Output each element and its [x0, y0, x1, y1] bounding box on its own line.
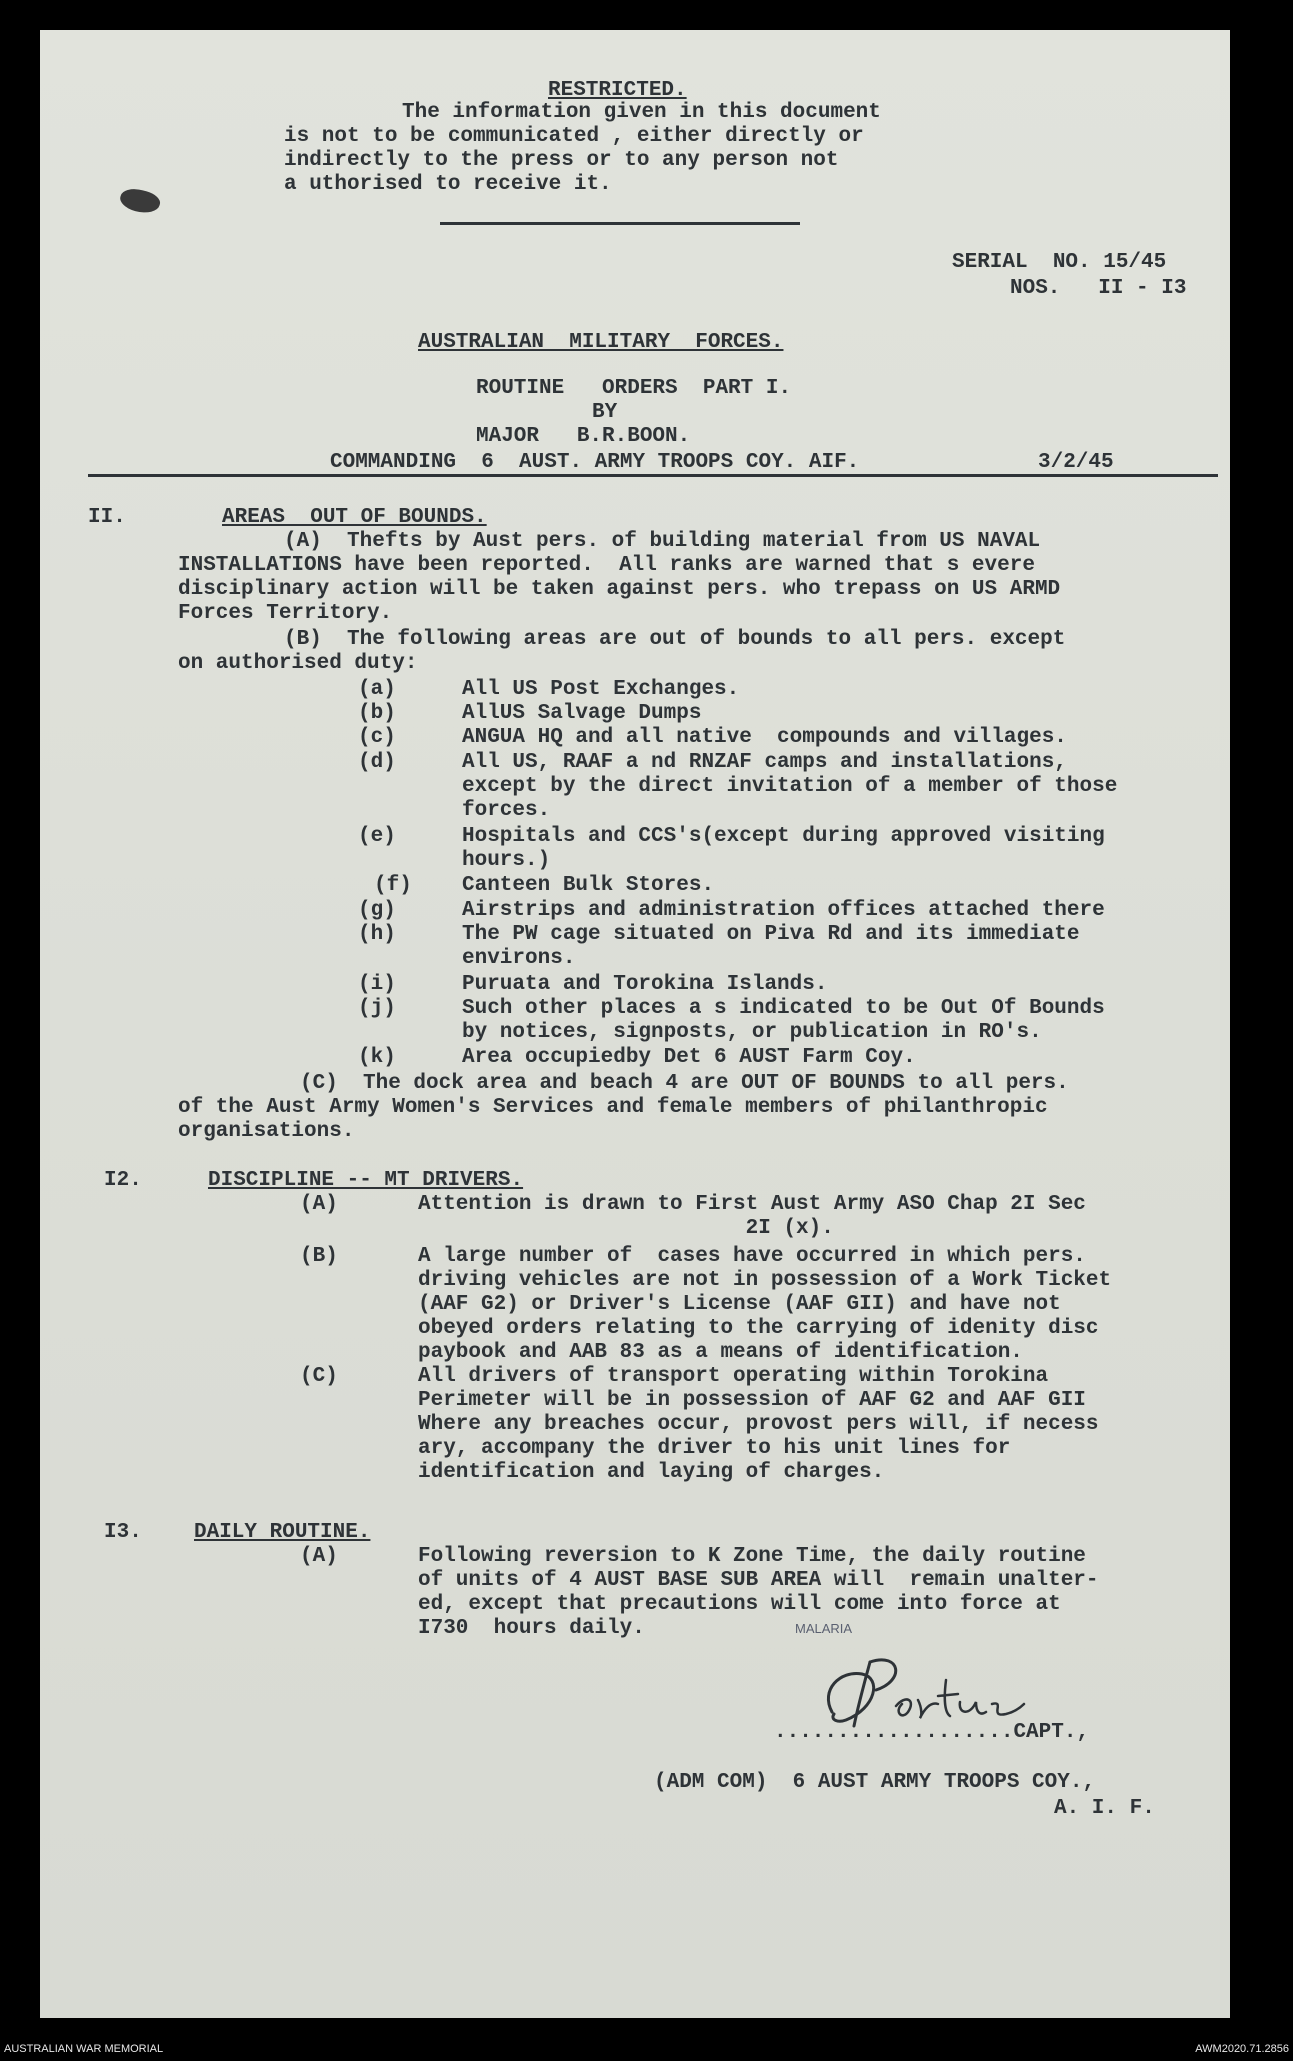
signature-aif: A. I. F.: [1054, 1797, 1155, 1820]
s12-item-text: Where any breaches occur, provost pers will, if necess: [418, 1413, 1099, 1436]
s12-item-text: (AAF G2) or Driver's License (AAF GII) and have not: [418, 1293, 1061, 1316]
s12-item-text: 2I (x).: [418, 1217, 834, 1240]
s11-a-line-3: disciplinary action will be taken against pers. who trepass on US ARMD: [178, 578, 1061, 601]
s11-item-text: forces.: [462, 799, 551, 822]
s11-a-line-2: INSTALLATIONS have been reported. All ranks are warned that s evere: [178, 554, 1035, 577]
notice-line-3: indirectly to the press or to any person not: [284, 149, 839, 172]
section-12-number: I2.: [104, 1169, 142, 1192]
s11-b-line-2: on authorised duty:: [178, 652, 418, 675]
s13-item-text: of units of 4 AUST BASE SUB AREA will remain unalter-: [418, 1569, 1099, 1592]
s13-item-text: Following reversion to K Zone Time, the daily routine: [418, 1545, 1086, 1568]
s12-item-text: obeyed orders relating to the carrying of idenity disc: [418, 1317, 1099, 1340]
s11-item-label: (a): [358, 678, 396, 701]
footer-accession-number: AWM2020.71.2856: [1195, 2043, 1289, 2055]
s11-item-text: All US, RAAF a nd RNZAF camps and installations,: [462, 751, 1067, 774]
order-date: 3/2/45: [1038, 451, 1114, 474]
s11-c-line-3: organisations.: [178, 1120, 355, 1143]
s12-item-text: All drivers of transport operating within Torokina: [418, 1365, 1049, 1388]
s11-item-text: Area occupiedby Det 6 AUST Farm Coy.: [462, 1046, 916, 1069]
s12-item-text: A large number of cases have occurred in which pers.: [418, 1245, 1086, 1268]
s11-item-label: (i): [358, 973, 396, 996]
s11-item-text: Such other places a s indicated to be Out Of Bounds: [462, 997, 1105, 1020]
s13-item-text: I730 hours daily.: [418, 1617, 645, 1640]
section-11-number: II.: [88, 506, 126, 529]
s11-item-text: Canteen Bulk Stores.: [462, 874, 715, 897]
notice-line-1: The information given in this document: [402, 101, 881, 124]
restricted-heading: RESTRICTED.: [548, 79, 687, 102]
signature-unit: (ADM COM) 6 AUST ARMY TROOPS COY.,: [654, 1771, 1096, 1794]
s12-item-text: ary, accompany the driver to his unit lines for: [418, 1437, 1011, 1460]
s13-item-text: ed, except that precautions will come into force at: [418, 1593, 1061, 1616]
by-line: BY: [592, 401, 618, 424]
s11-item-text: The PW cage situated on Piva Rd and its immediate: [462, 923, 1080, 946]
s11-c-line-2: of the Aust Army Women's Services and female members of philanthropic: [178, 1096, 1048, 1119]
force-title: AUSTRALIAN MILITARY FORCES.: [418, 331, 784, 354]
section-12-title: DISCIPLINE -- MT DRIVERS.: [208, 1169, 524, 1192]
s11-a-line-1: (A) Thefts by Aust pers. of building material from US NAVAL: [284, 530, 1041, 553]
s11-c-line-1: (C) The dock area and beach 4 are OUT OF BOUNDS to all pers.: [300, 1072, 1069, 1095]
commanding-line: COMMANDING 6 AUST. ARMY TROOPS COY. AIF.: [330, 451, 860, 474]
s13-item-label: (A): [300, 1545, 338, 1568]
s12-item-text: Attention is drawn to First Aust Army ASO Chap 2I Sec: [418, 1193, 1086, 1216]
orders-title: ROUTINE ORDERS PART I.: [476, 377, 792, 400]
s11-item-text: Airstrips and administration offices attached there: [462, 899, 1105, 922]
s11-item-label: (e): [358, 825, 396, 848]
s11-item-text: by notices, signposts, or publication in RO's.: [462, 1021, 1042, 1044]
s11-item-label: (f): [374, 874, 412, 897]
s12-item-label: (B): [300, 1245, 338, 1268]
s11-a-line-4: Forces Territory.: [178, 602, 393, 625]
s11-item-label: (h): [358, 923, 396, 946]
s12-item-text: identification and laying of charges.: [418, 1461, 885, 1484]
malaria-stamp: MALARIA: [795, 1621, 853, 1636]
signature-dots-capt: ...................CAPT.,: [774, 1721, 1090, 1744]
major-name: MAJOR B.R.BOON.: [476, 425, 691, 448]
s11-item-text: ANGUA HQ and all native compounds and villages.: [462, 726, 1067, 749]
footer-archive-name: AUSTRALIAN WAR MEMORIAL: [4, 2043, 164, 2055]
notice-line-4: a uthorised to receive it.: [284, 173, 612, 196]
header-divider: [440, 222, 800, 225]
s11-item-text: except by the direct invitation of a member of those: [462, 775, 1118, 798]
s11-item-text: hours.): [462, 849, 551, 872]
handwritten-signature: [810, 1650, 1040, 1730]
section-13-title: DAILY ROUTINE.: [194, 1521, 371, 1544]
s11-item-label: (d): [358, 751, 396, 774]
s11-item-label: (j): [358, 997, 396, 1020]
s11-item-label: (g): [358, 899, 396, 922]
nos-range: NOS. II - I3: [1010, 277, 1187, 300]
title-rule: [88, 474, 1218, 477]
section-13-number: I3.: [104, 1521, 142, 1544]
s12-item-text: Perimeter will be in possession of AAF G2 and AAF GII: [418, 1389, 1086, 1412]
s11-item-label: (k): [358, 1046, 396, 1069]
s11-item-label: (b): [358, 702, 396, 725]
s12-item-label: (C): [300, 1365, 338, 1388]
s12-item-text: driving vehicles are not in possession of a Work Ticket: [418, 1269, 1112, 1292]
s11-item-text: environs.: [462, 947, 576, 970]
s11-b-line-1: (B) The following areas are out of bounds to all pers. except: [284, 628, 1066, 651]
s11-item-label: (c): [358, 726, 396, 749]
s12-item-label: (A): [300, 1193, 338, 1216]
s11-item-text: Hospitals and CCS's(except during approved visiting: [462, 825, 1105, 848]
serial-number: SERIAL NO. 15/45: [952, 251, 1167, 274]
s11-item-text: Puruata and Torokina Islands.: [462, 973, 828, 996]
notice-line-2: is not to be communicated , either directly or: [284, 125, 864, 148]
s11-item-text: AllUS Salvage Dumps: [462, 702, 702, 725]
s12-item-text: paybook and AAB 83 as a means of identification.: [418, 1341, 1023, 1364]
section-11-title: AREAS OUT OF BOUNDS.: [222, 506, 487, 529]
s11-item-text: All US Post Exchanges.: [462, 678, 740, 701]
